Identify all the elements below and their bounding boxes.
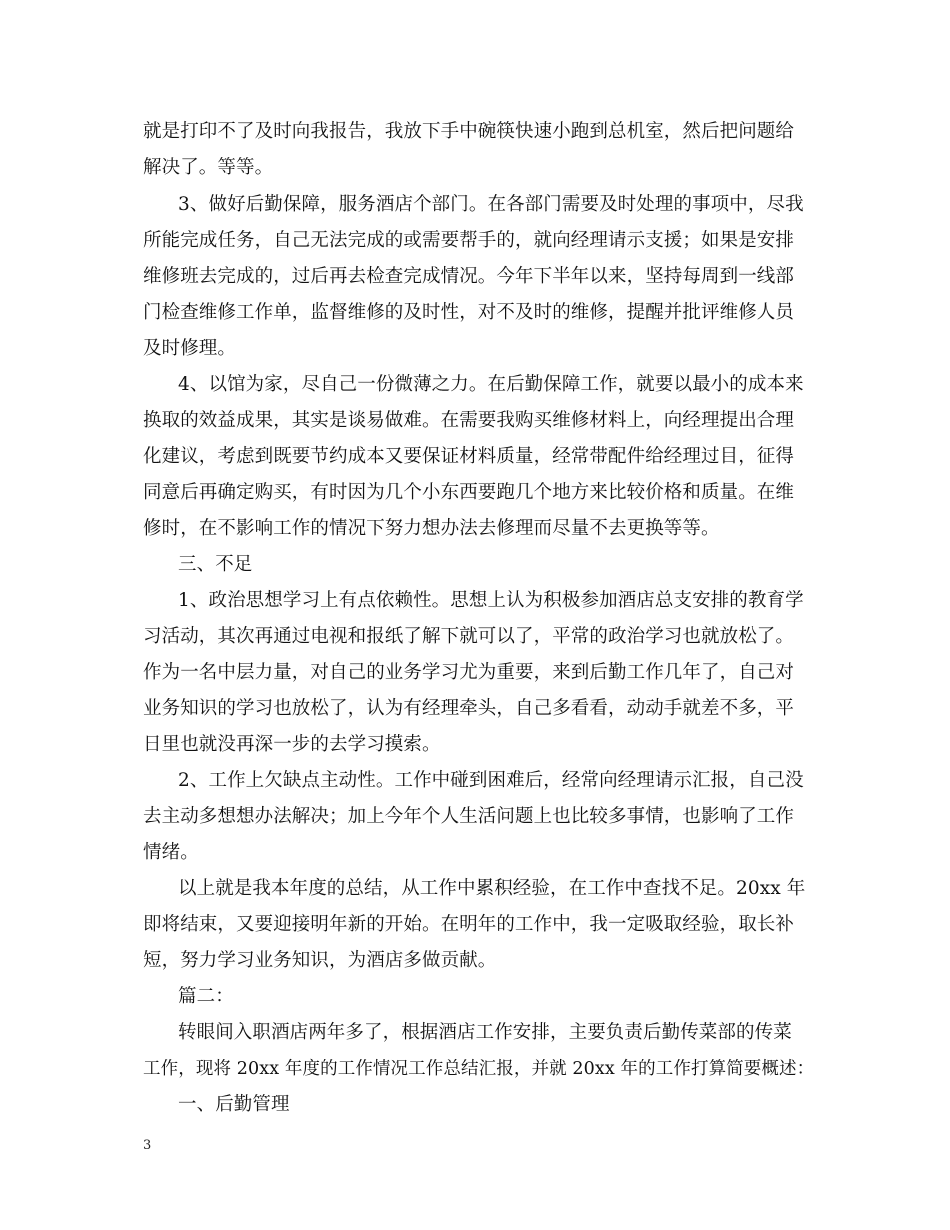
text-line: 所能完成任务，自己无法完成的或需要帮手的，就向经理请示支援；如果是安排	[143, 230, 795, 251]
text-line: 短，努力学习业务知识，为酒店多做贡献。	[143, 950, 497, 971]
text-line: 及时修理。	[143, 338, 237, 359]
page-number: 3	[143, 1138, 152, 1153]
text-line: 日里也就没再深一步的去学习摸索。	[143, 734, 441, 755]
text-line: 作为一名中层力量，对自己的业务学习尤为重要，来到后勤工作几年了，自己对	[143, 662, 795, 683]
text-line: 工作，现将 20xx 年度的工作情况工作总结汇报，并就 20xx 年的工作打算简要概述：	[143, 1059, 815, 1079]
text-line: 4、以馆为家，尽自己一份微薄之力。在后勤保障工作，就要以最小的成本来	[178, 374, 804, 395]
text-line: 就是打印不了及时向我报告，我放下手中碗筷快速小跑到总机室，然后把问题给	[143, 121, 795, 142]
text-line: 修时，在不影响工作的情况下努力想办法去修理而尽量不去更换等等。	[143, 518, 720, 539]
text-line: 3、做好后勤保障，服务酒店个部门。在各部门需要及时处理的事项中，尽我	[178, 194, 804, 215]
text-line: 换取的效益成果，其实是谈易做难。在需要我购买维修材料上，向经理提出合理	[143, 410, 795, 431]
text-line: 1、政治思想学习上有点依赖性。思想上认为积极参加酒店总支安排的教育学	[178, 590, 804, 611]
text-line: 去主动多想想办法解决；加上今年个人生活问题上也比较多事情，也影响了工作	[143, 806, 795, 827]
text-line: 习活动，其次再通过电视和报纸了解下就可以了，平常的政治学习也就放松了。	[143, 626, 795, 647]
section-heading: 三、不足	[178, 554, 253, 575]
section-heading: 一、后勤管理	[178, 1094, 290, 1115]
section-heading: 篇二：	[178, 986, 234, 1007]
text-line: 业务知识的学习也放松了，认为有经理牵头，自己多看看，动动手就差不多，平	[143, 698, 795, 719]
text-line: 门检查维修工作单，监督维修的及时性，对不及时的维修，提醒并批评维修人员	[143, 302, 795, 323]
text-line: 转眼间入职酒店两年多了，根据酒店工作安排，主要负责后勤传菜部的传菜	[178, 1022, 792, 1043]
text-line: 维修班去完成的，过后再去检查完成情况。今年下半年以来，坚持每周到一线部	[143, 266, 795, 287]
text-line: 情绪。	[143, 842, 199, 863]
text-line: 化建议，考虑到既要节约成本又要保证材料质量，经常带配件给经理过目，征得	[143, 446, 795, 467]
text-line: 同意后再确定购买，有时因为几个小东西要跑几个地方来比较价格和质量。在维	[143, 482, 795, 503]
text-line: 以上就是我本年度的总结，从工作中累积经验，在工作中查找不足。20xx 年	[178, 878, 806, 899]
text-line: 即将结束，又要迎接明年新的开始。在明年的工作中，我一定吸取经验，取长补	[143, 914, 795, 935]
text-line: 2、工作上欠缺点主动性。工作中碰到困难后，经常向经理请示汇报，自己没	[178, 770, 804, 791]
text-line: 解决了。等等。	[143, 157, 274, 178]
